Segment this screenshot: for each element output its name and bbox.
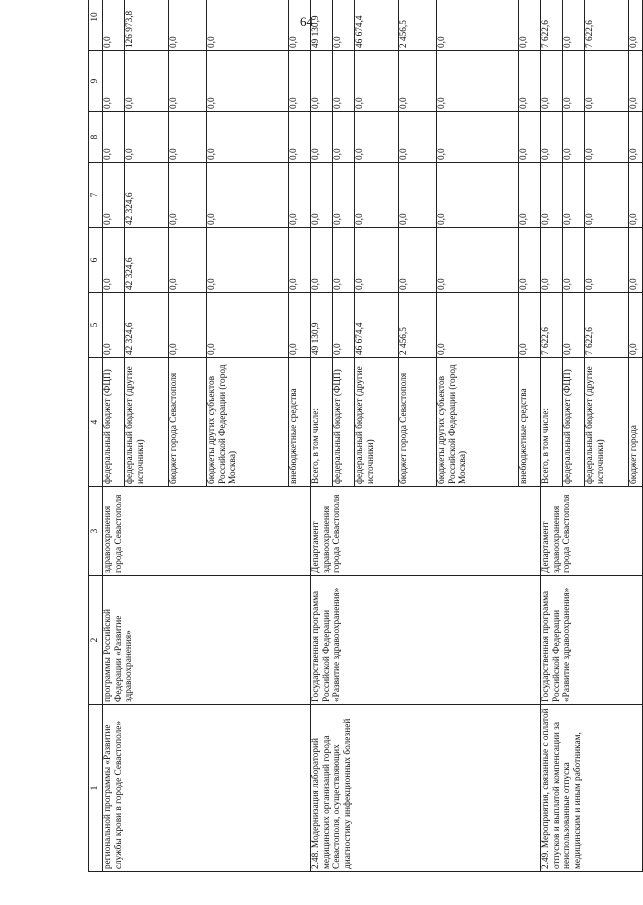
value-cell: 0,0	[289, 163, 311, 228]
value-cell: 0,0	[563, 228, 585, 293]
program-cell: программы Российской Федерации «Развитие здравоохранения»	[103, 576, 311, 705]
value-cell: 2 456,5	[399, 293, 437, 358]
value-cell: 0,0	[333, 112, 355, 163]
value-cell: 0,0	[169, 0, 207, 51]
value-cell: 0,0	[125, 112, 169, 163]
value-cell: 0,0	[437, 163, 519, 228]
value-cell: 0,0	[563, 163, 585, 228]
funding-source-cell: федеральный бюджет (другие источники)	[585, 358, 629, 487]
value-cell: 0,0	[333, 228, 355, 293]
value-cell: 0,0	[585, 228, 629, 293]
funding-source-cell: бюджет города Севастополя	[169, 358, 207, 487]
value-cell: 0,0	[103, 163, 125, 228]
value-cell: 0,0	[563, 51, 585, 112]
value-cell: 0,0	[399, 112, 437, 163]
program-cell: Государственная программа Российской Федерации «Развитие здравоохранения»	[541, 576, 643, 705]
funding-source-cell: федеральный бюджет (другие источники)	[125, 358, 169, 487]
header-cell: 9	[89, 51, 103, 112]
funding-source-cell: бюджет города	[629, 358, 643, 487]
value-cell: 0,0	[103, 228, 125, 293]
value-cell: 0,0	[399, 51, 437, 112]
value-cell: 0,0	[355, 228, 399, 293]
value-cell: 0,0	[333, 163, 355, 228]
value-cell: 46 674,4	[355, 0, 399, 51]
value-cell: 0,0	[437, 228, 519, 293]
value-cell: 0,0	[437, 112, 519, 163]
value-cell: 0,0	[103, 112, 125, 163]
table-row	[103, 0, 125, 872]
value-cell: 0,0	[585, 51, 629, 112]
header-row	[89, 0, 103, 872]
program-cell: Государственная программа Российской Федерации «Развитие здравоохранения»	[311, 576, 541, 705]
header-cell: 6	[89, 228, 103, 293]
table-sheet	[88, 10, 639, 872]
value-cell: 0,0	[169, 112, 207, 163]
value-cell: 0,0	[541, 228, 563, 293]
activity-name-cell: 2.49. Мероприятия, связанные с оплатой отпусков и выплатой компенсации за неиспользованные отпуска медицинским и иным работникам,	[541, 705, 643, 872]
value-cell: 0,0	[289, 51, 311, 112]
value-cell: 0,0	[169, 228, 207, 293]
value-cell: 0,0	[519, 228, 541, 293]
value-cell: 0,0	[207, 163, 289, 228]
header-cell: 1	[89, 705, 103, 872]
value-cell: 0,0	[169, 163, 207, 228]
header-cell: 10	[89, 0, 103, 51]
value-cell: 126 973,8	[125, 0, 169, 51]
value-cell: 0,0	[563, 0, 585, 51]
page-number: 64	[300, 14, 313, 29]
funding-source-cell: внебюджетные средства	[519, 358, 541, 487]
value-cell: 0,0	[541, 112, 563, 163]
table-row	[541, 0, 563, 872]
value-cell: 0,0	[399, 228, 437, 293]
value-cell: 49 130,9	[311, 0, 333, 51]
value-cell: 0,0	[629, 0, 643, 51]
value-cell: 0,0	[333, 51, 355, 112]
rotated-table-frame	[88, 10, 639, 872]
value-cell: 0,0	[437, 293, 519, 358]
value-cell: 7 622,6	[585, 0, 629, 51]
value-cell: 0,0	[629, 293, 643, 358]
funding-source-cell: Всего, в том числе:	[541, 358, 563, 487]
value-cell: 0,0	[355, 112, 399, 163]
value-cell: 0,0	[629, 51, 643, 112]
header-cell: 3	[89, 487, 103, 576]
header-cell: 8	[89, 112, 103, 163]
funding-source-cell: внебюджетные средства	[289, 358, 311, 487]
executor-cell: Департамент здравоохранения города Севастополя	[311, 487, 541, 576]
value-cell: 0,0	[289, 293, 311, 358]
value-cell: 0,0	[629, 228, 643, 293]
value-cell: 42 324,6	[125, 293, 169, 358]
value-cell: 0,0	[333, 0, 355, 51]
value-cell: 0,0	[563, 112, 585, 163]
funding-source-cell: бюджет города Севастополя	[399, 358, 437, 487]
value-cell: 46 674,4	[355, 293, 399, 358]
header-cell: 4	[89, 358, 103, 487]
header-cell: 7	[89, 163, 103, 228]
value-cell: 0,0	[355, 163, 399, 228]
value-cell: 0,0	[169, 51, 207, 112]
value-cell: 0,0	[333, 293, 355, 358]
value-cell: 0,0	[311, 112, 333, 163]
value-cell: 7 622,6	[585, 293, 629, 358]
value-cell: 0,0	[103, 293, 125, 358]
value-cell: 42 324,6	[125, 163, 169, 228]
activity-name-cell: региональной программы «Развитие службы крови в городе Севастополе»	[103, 705, 311, 872]
value-cell: 0,0	[541, 51, 563, 112]
value-cell: 0,0	[289, 228, 311, 293]
value-cell: 0,0	[629, 112, 643, 163]
activity-name-cell: 2.48. Модернизация лабораторий медицинских организаций города Севастополя, осуществляющих диагностику инфекционных болезней	[311, 705, 541, 872]
value-cell: 0,0	[399, 163, 437, 228]
executor-cell: Департамент здравоохранения города Севастополя	[541, 487, 643, 576]
value-cell: 0,0	[519, 163, 541, 228]
value-cell: 0,0	[103, 51, 125, 112]
value-cell: 49 130,9	[311, 293, 333, 358]
value-cell: 0,0	[169, 293, 207, 358]
funding-source-cell: бюджеты других субъектов Российской Федерации (город Москва)	[207, 358, 289, 487]
funding-source-cell: федеральный бюджет (ФЦП)	[333, 358, 355, 487]
value-cell: 0,0	[207, 51, 289, 112]
value-cell: 42 324,6	[125, 228, 169, 293]
value-cell: 0,0	[289, 112, 311, 163]
value-cell: 0,0	[289, 0, 311, 51]
funding-source-cell: Всего, в том числе:	[311, 358, 333, 487]
value-cell: 0,0	[125, 51, 169, 112]
value-cell: 0,0	[519, 51, 541, 112]
funding-source-cell: федеральный бюджет (ФЦП)	[563, 358, 585, 487]
executor-cell: здравоохранения города Севастополя	[103, 487, 311, 576]
value-cell: 0,0	[585, 163, 629, 228]
value-cell: 0,0	[519, 293, 541, 358]
value-cell: 0,0	[563, 293, 585, 358]
value-cell: 0,0	[207, 228, 289, 293]
value-cell: 0,0	[629, 163, 643, 228]
value-cell: 0,0	[207, 293, 289, 358]
value-cell: 0,0	[437, 0, 519, 51]
value-cell: 0,0	[311, 51, 333, 112]
value-cell: 0,0	[437, 51, 519, 112]
value-cell: 0,0	[519, 112, 541, 163]
header-cell: 2	[89, 576, 103, 705]
value-cell: 2 456,5	[399, 0, 437, 51]
value-cell: 0,0	[355, 51, 399, 112]
funding-source-cell: бюджеты других субъектов Российской Федерации (город Москва)	[437, 358, 519, 487]
header-cell: 5	[89, 293, 103, 358]
table-body	[89, 0, 643, 872]
value-cell: 0,0	[311, 228, 333, 293]
funding-source-cell: федеральный бюджет (ФЦП)	[103, 358, 125, 487]
value-cell: 0,0	[103, 0, 125, 51]
value-cell: 7 622,6	[541, 0, 563, 51]
table-row	[311, 0, 333, 872]
value-cell: 0,0	[519, 0, 541, 51]
value-cell: 0,0	[207, 112, 289, 163]
value-cell: 7 622,6	[541, 293, 563, 358]
value-cell: 0,0	[311, 163, 333, 228]
value-cell: 0,0	[207, 0, 289, 51]
budget-table	[88, 0, 643, 872]
funding-source-cell: федеральный бюджет (другие источники)	[355, 358, 399, 487]
value-cell: 0,0	[541, 163, 563, 228]
value-cell: 0,0	[585, 112, 629, 163]
